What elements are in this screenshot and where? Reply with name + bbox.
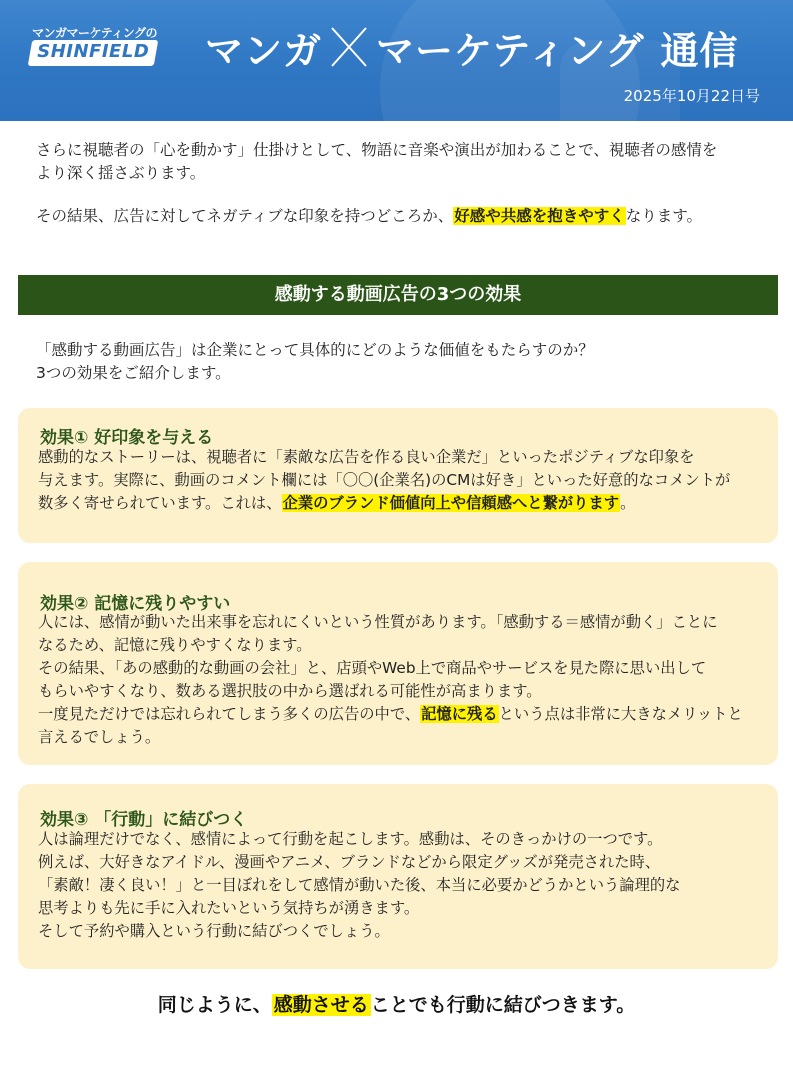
text-line xyxy=(38,703,778,726)
effect-card-3 xyxy=(18,784,778,969)
title-part-tsushin: 通信 xyxy=(660,28,739,73)
text-line: 言えるでしょう。 xyxy=(38,728,161,746)
text-segment: 。 xyxy=(620,494,636,512)
text-line: 例えば、大好きなアイドル、漫画やアニメ、ブランドなどから限定グッズが発売された時、 xyxy=(38,853,661,871)
highlighted-text: 感動させる xyxy=(273,994,369,1016)
text-line xyxy=(38,492,778,515)
logo-wordmark-box xyxy=(28,40,159,66)
text-line: なるため、記憶に残りやすくなります。 xyxy=(38,636,312,654)
section-lead xyxy=(36,339,766,385)
text-line: そして予約や購入という行動に結びつくでしょう。 xyxy=(38,922,390,940)
intro-paragraph-1 xyxy=(36,139,766,185)
cross-icon xyxy=(326,24,372,70)
text-segment: ことでも行動に結びつきます。 xyxy=(370,994,636,1016)
logo-wordmark: SHINFIELD xyxy=(37,41,150,62)
text-line: その結果、「あの感動的な動画の会社」と、店頭やWeb上で商品やサービスを見た際に思い出して xyxy=(38,659,707,677)
text-segment: なります。 xyxy=(625,207,703,225)
text-segment: 数多く寄せられています。これは、 xyxy=(38,494,282,512)
text-line: より深く揺さぶります。 xyxy=(36,164,206,182)
effect-title: 効果③ 「行動」に結びつく xyxy=(40,810,248,830)
text-line: さらに視聴者の「心を動かす」仕掛けとして、物語に音楽や演出が加わることで、視聴者の感情を xyxy=(36,141,718,159)
effect-body xyxy=(38,446,778,515)
newsletter-header xyxy=(0,0,793,121)
effect-card-2 xyxy=(18,562,778,765)
text-line: 3つの効果をご紹介します。 xyxy=(36,364,231,382)
effect-title: 効果① 好印象を与える xyxy=(40,428,214,448)
newsletter-title xyxy=(205,22,775,72)
effect-body xyxy=(38,828,778,943)
logo-tagline: マンガマーケティングの xyxy=(32,26,158,40)
shinfield-logo[interactable] xyxy=(30,24,160,78)
text-segment: 同じように、 xyxy=(157,994,272,1016)
title-part-marketing: マーケティング xyxy=(376,28,645,73)
issue-date: 2025年10月22日号 xyxy=(623,87,760,105)
text-segment: その結果、広告に対してネガティブな印象を持つどころか、 xyxy=(36,207,454,225)
text-line: 「素敵！凄く良い！」と一目ぼれをして感情が動いた後、本当に必要かどうかという論理的な xyxy=(38,876,681,894)
intro-paragraph-2 xyxy=(36,205,766,228)
text-line: 人は論理だけでなく、感情によって行動を起こします。感動は、そのきっかけの一つです。 xyxy=(38,830,663,848)
text-line: 「感動する動画広告」は企業にとって具体的にどのような価値をもたらすのか？ xyxy=(36,341,594,359)
effect-card-1 xyxy=(18,408,778,543)
effect-body xyxy=(38,611,778,749)
closing-statement xyxy=(0,990,793,1017)
highlighted-text: 好感や共感を抱きやすく xyxy=(454,207,625,225)
effect-title: 効果② 記憶に残りやすい xyxy=(40,594,231,614)
text-line xyxy=(36,205,766,228)
section-heading-banner: 感動する動画広告の3つの効果 xyxy=(18,275,778,315)
text-line: 人には、感情が動いた出来事を忘れにくいという性質があります。「感動する＝感情が動く」ことに xyxy=(38,613,718,631)
text-line: 思考よりも先に手に入れたいという気持ちが湧きます。 xyxy=(38,899,420,917)
highlighted-text: 企業のブランド価値向上や信頼感へと繋がります xyxy=(282,494,620,512)
text-segment: 一度見ただけでは忘れられてしまう多くの広告の中で、 xyxy=(38,705,421,723)
title-part-manga: マンガ xyxy=(205,28,323,73)
text-line: 与えます。実際に、動画のコメント欄には「〇〇(企業名)のCMは好き」といった好意的なコメントが xyxy=(38,471,731,489)
highlighted-text: 記憶に残る xyxy=(421,705,498,723)
text-segment: という点は非常に大きなメリットと xyxy=(498,705,743,723)
text-line: 感動的なストーリーは、視聴者に「素敵な広告を作る良い企業だ」といったポジティブな印象を xyxy=(38,448,695,466)
text-line: もらいやすくなり、数ある選択肢の中から選ばれる可能性が高まります。 xyxy=(38,682,542,700)
